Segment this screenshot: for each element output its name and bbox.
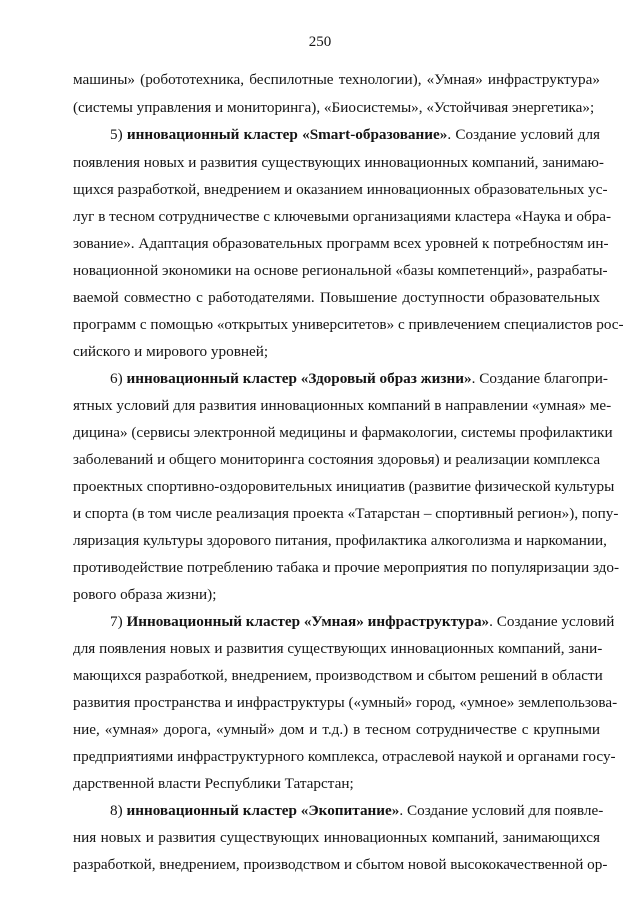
page-number: 250	[308, 34, 332, 50]
text-line: ятных условий для развития инновационных компаний в направлении «умная» ме-	[73, 397, 612, 414]
text-line: проектных спортивно-оздоровительных инициатив (развитие физической культуры	[73, 478, 615, 495]
text-line: дарственной власти Республики Татарстан;	[73, 775, 354, 792]
list-item-heading: 6) инновационный кластер «Здоровый образ жизни». Создание благопри-	[110, 370, 608, 387]
text-line: дицина» (сервисы электронной медицины и фармакологии, системы профилактики	[73, 424, 613, 441]
text-line: рового образа жизни);	[73, 586, 217, 603]
text-line: ваемой совместно с работодателями. Повышение доступности образовательных	[73, 289, 600, 306]
text-line: появления новых и развития существующих инновационных компаний, занимаю-	[73, 154, 604, 171]
text-line: развития пространства и инфраструктуры («умный» город, «умное» землепользова-	[73, 694, 618, 711]
text-line: для появления новых и развития существующих инновационных компаний, зани-	[73, 640, 603, 657]
text-line: противодействие потреблению табака и прочие мероприятия по популяризации здо-	[73, 559, 620, 576]
text-line: (системы управления и мониторинга), «Биосистемы», «Устойчивая энергетика»;	[73, 99, 595, 116]
list-item-heading: 5) инновационный кластер «Smart-образование». Создание условий для	[110, 126, 601, 143]
text-line: предприятиями инфраструктурного комплекса, отраслевой наукой и органами госу-	[73, 748, 616, 765]
text-line: разработкой, внедрением, производством и сбытом новой высококачественной ор-	[73, 856, 608, 873]
text-line: заболеваний и общего мониторинга состояния здоровья) и реализации комплекса	[73, 451, 601, 468]
text-line: сийского и мирового уровней;	[73, 343, 269, 360]
text-line: новационной экономики на основе региональной «базы компетенций», разрабаты-	[73, 262, 608, 279]
text-line: луг в тесном сотрудничестве с ключевыми организациями кластера «Наука и обра-	[73, 208, 612, 225]
text-line: мающихся разработкой, внедрением, производством и сбытом решений в области	[73, 667, 603, 684]
text-line: ние, «умная» дорога, «умный» дом и т.д.) в тесном сотрудничестве с крупными	[73, 721, 600, 738]
text-line: ния новых и развития существующих инновационных компаний, занимающихся	[73, 829, 600, 846]
text-line: и спорта (в том числе реализация проекта «Татарстан – спортивный регион»), попу-	[73, 505, 619, 522]
text-line: ляризация культуры здорового питания, профилактика алкоголизма и наркомании,	[73, 532, 607, 549]
list-item-heading: 8) инновационный кластер «Экопитание». Создание условий для появле-	[110, 802, 604, 819]
text-line: зование». Адаптация образовательных программ всех уровней к потребностям ин-	[73, 235, 609, 252]
text-line: машины» (робототехника, беспилотные технологии), «Умная» инфраструктура»	[73, 71, 600, 88]
list-item-heading: 7) Инновационный кластер «Умная» инфраструктура». Создание условий	[110, 613, 615, 630]
text-line: программ с помощью «открытых университетов» с привлечением специалистов рос-	[73, 316, 624, 333]
text-line: щихся разработкой, внедрением и оказанием инновационных образовательных ус-	[73, 181, 608, 198]
